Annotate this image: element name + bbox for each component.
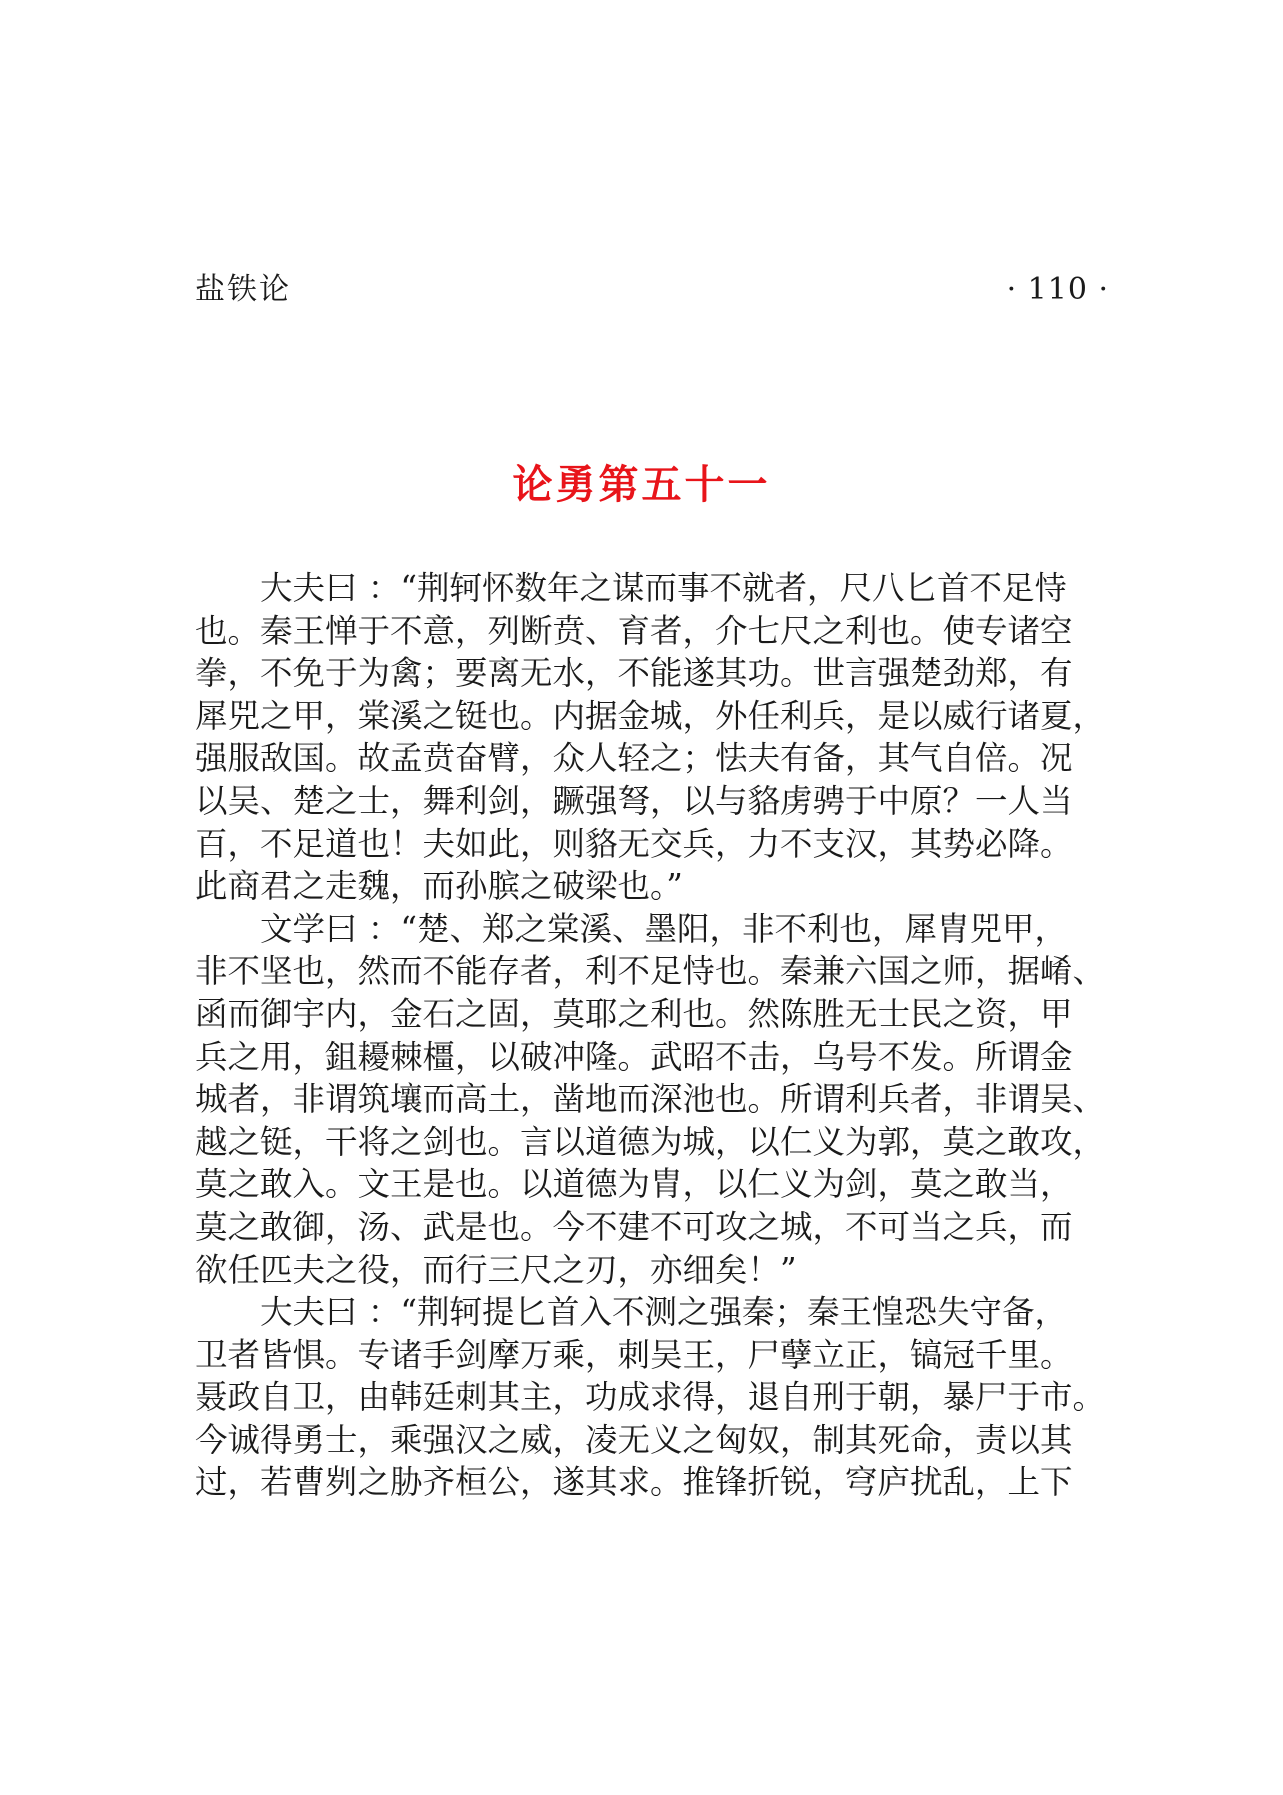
text-line: 非不坚也，然而不能存者，利不足恃也。秦兼六国之师，据崤、 [195,952,1106,991]
paragraph-1 [195,567,1110,908]
running-header [195,268,1109,312]
text-line: 兵之用，鉏耰棘橿，以破冲隆。武昭不击，乌号不发。所谓金 [195,1037,1073,1076]
text-line: 强服敌国。故孟贲奋臂，众人轻之；怯夫有备，其气自倍。况 [195,739,1073,778]
text-line: 函而御宇内，金石之固，莫耶之利也。然陈胜无士民之资，甲 [195,994,1073,1033]
text-line: 百，不足道也！夫如此，则貉无交兵，力不支汉，其势必降。 [195,824,1073,863]
text-line: 大夫曰 ：“荆轲怀数年之谋而事不就者，尺八匕首不足恃 [195,569,1067,607]
text-line: 拳，不免于为禽；要离无水，不能遂其功。世言强楚劲郑，有 [195,654,1073,693]
book-title: 盐铁论 [195,272,291,307]
text-line: 城者，非谓筑壤而高土，凿地而深池也。所谓利兵者，非谓吴、 [195,1080,1106,1119]
paragraph-3 [195,1291,1110,1504]
text-line: 越之铤，干将之剑也。言以道德为城，以仁义为郭，莫之敢攻， [195,1122,1106,1161]
text-line: 莫之敢御，汤、武是也。今不建不可攻之城，不可当之兵，而 [195,1207,1073,1246]
text-line: 卫者皆惧。专诸手剑摩万乘，刺吴王，尸孽立正，镐冠千里。 [195,1335,1073,1374]
text-line: 犀兕之甲，棠溪之铤也。内据金城，外任利兵，是以威行诸夏， [195,696,1106,735]
text-line: 也。秦王惮于不意，列断贲、育者，介七尺之利也。使专诸空 [195,611,1073,650]
chapter-title: 论勇第五十一 [512,461,771,508]
text-line: 过，若曹刿之胁齐桓公，遂其求。推锋折锐，穹庐扰乱，上下 [195,1463,1073,1502]
text-line: 今诚得勇士，乘强汉之威，凌无义之匈奴，制其死命，责以其 [195,1420,1073,1459]
text-line: 大夫曰 ：“荆轲提匕首入不测之强秦；秦王惶恐失守备， [195,1293,1067,1332]
page-number: · 110 · [1006,272,1109,307]
text-line: 欲任匹夫之役，而行三尺之刃，亦细矣！” [195,1250,797,1289]
text-line: 聂政自卫，由韩廷刺其主，功成求得，退自刑于朝，暴尸于市。 [195,1378,1106,1417]
text-line: 文学曰 ：“楚、郑之棠溪、墨阳，非不利也，犀胄兕甲， [195,909,1067,948]
text-line: 以吴、楚之士，舞利剑，蹶强弩，以与貉虏骋于中原？一人当 [195,781,1073,820]
text-line: 莫之敢入。文王是也。以道德为胄，以仁义为剑，莫之敢当， [195,1165,1073,1204]
body-text [195,567,1110,1504]
text-line: 此商君之走魏，而孙膑之破梁也。” [195,867,683,906]
paragraph-2 [195,908,1110,1291]
